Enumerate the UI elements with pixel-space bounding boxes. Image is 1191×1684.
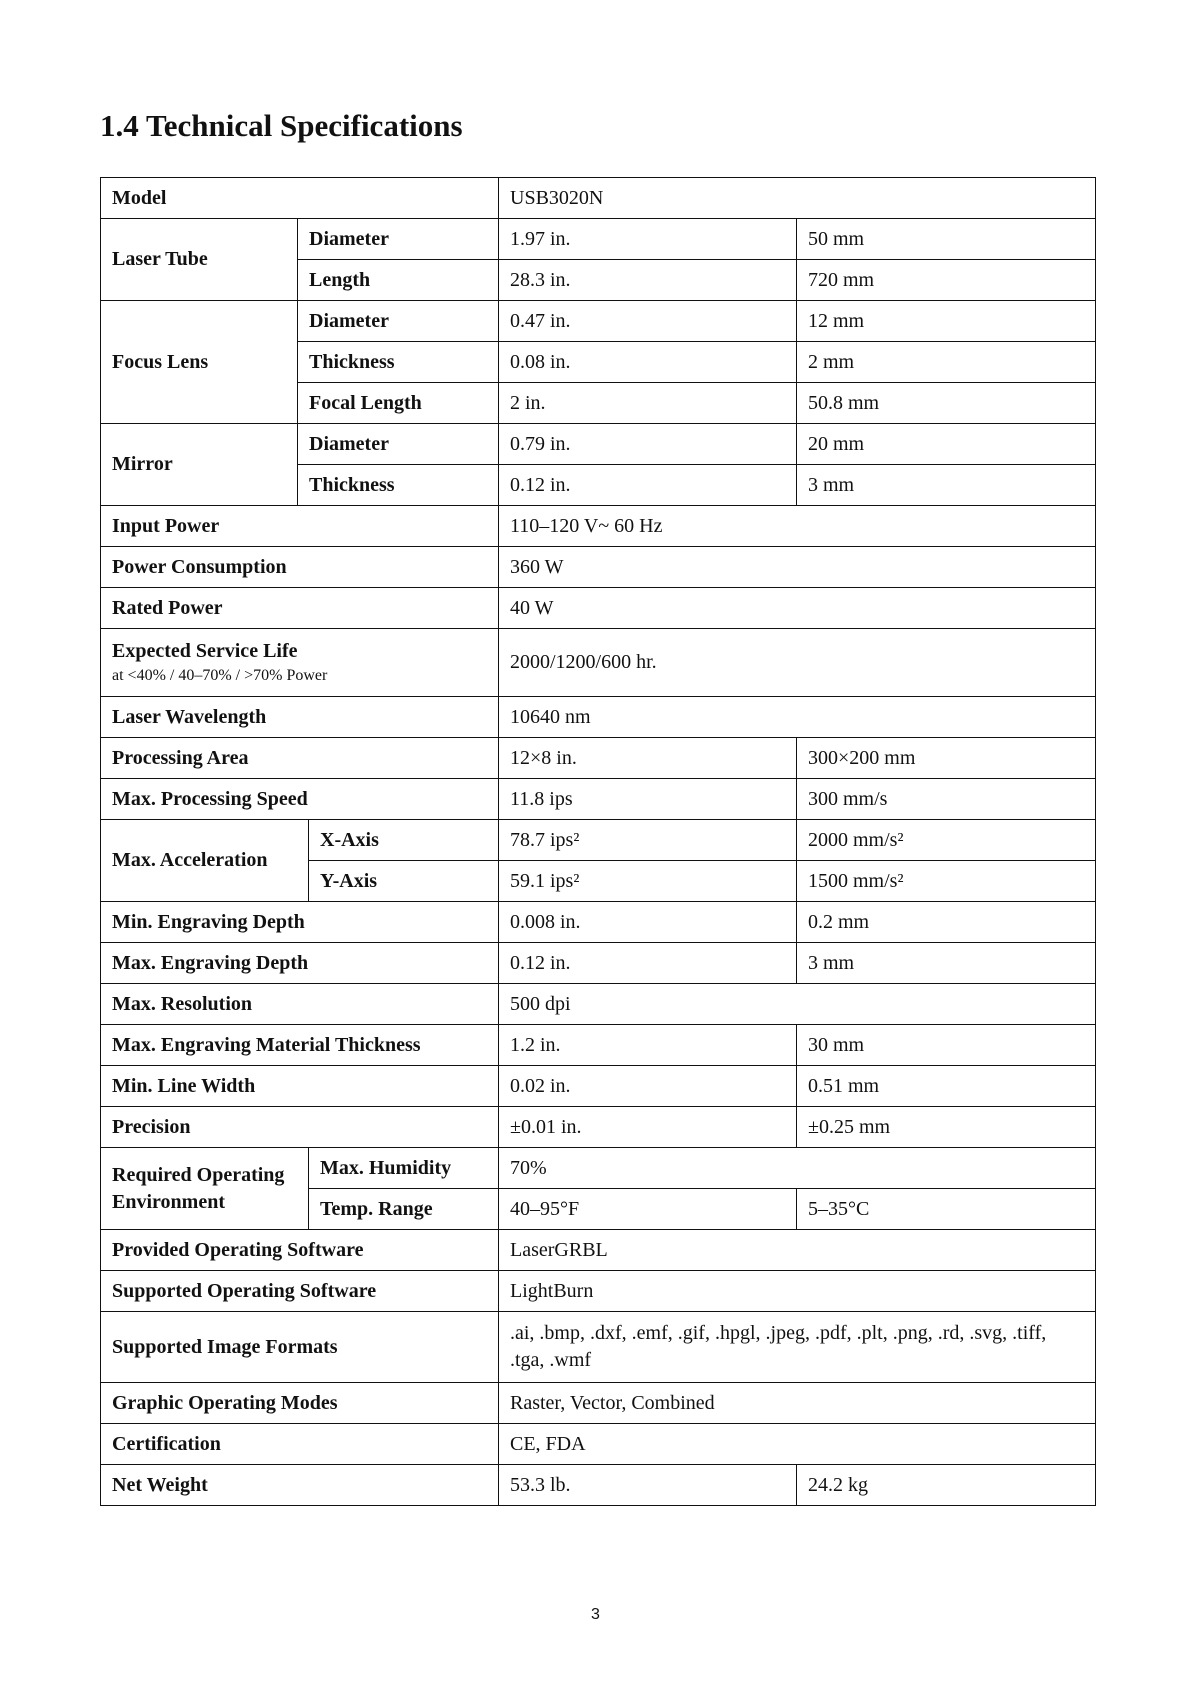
spec-value: CE, FDA — [499, 1424, 1096, 1465]
spec-value: 2000/1200/600 hr. — [499, 629, 1096, 697]
spec-label: Input Power — [101, 506, 499, 547]
spec-sublabel: X-Axis — [309, 820, 499, 861]
table-row — [101, 779, 1096, 820]
spec-value: 500 dpi — [499, 984, 1096, 1025]
spec-value-metric: 1500 mm/s² — [797, 861, 1096, 902]
spec-value-imperial: 0.12 in. — [499, 465, 797, 506]
spec-sublabel: Diameter — [298, 301, 499, 342]
spec-label: Max. Processing Speed — [101, 779, 499, 820]
table-row — [101, 943, 1096, 984]
table-row — [101, 424, 1096, 465]
spec-value-imperial: 0.47 in. — [499, 301, 797, 342]
spec-value-metric: 720 mm — [797, 260, 1096, 301]
table-row — [101, 219, 1096, 260]
table-row — [101, 1424, 1096, 1465]
spec-label: Max. Engraving Depth — [101, 943, 499, 984]
spec-label: Provided Operating Software — [101, 1230, 499, 1271]
spec-label: Rated Power — [101, 588, 499, 629]
table-row — [101, 1025, 1096, 1066]
spec-value-metric: 2000 mm/s² — [797, 820, 1096, 861]
table-row — [101, 178, 1096, 219]
table-row — [101, 902, 1096, 943]
spec-label: Model — [101, 178, 499, 219]
spec-value-imperial: 0.008 in. — [499, 902, 797, 943]
spec-value-metric: 300×200 mm — [797, 738, 1096, 779]
table-row — [101, 820, 1096, 861]
spec-label: Net Weight — [101, 1465, 499, 1506]
spec-label: Min. Engraving Depth — [101, 902, 499, 943]
spec-sublabel: Diameter — [298, 424, 499, 465]
table-row — [101, 1383, 1096, 1424]
spec-value-imperial: 2 in. — [499, 383, 797, 424]
spec-value: 110–120 V~ 60 Hz — [499, 506, 1096, 547]
table-row — [101, 588, 1096, 629]
spec-sublabel: Max. Humidity — [309, 1148, 499, 1189]
spec-table — [100, 177, 1096, 1506]
spec-value-metric: 3 mm — [797, 465, 1096, 506]
spec-value-metric: 5–35°C — [797, 1189, 1096, 1230]
spec-label: Power Consumption — [101, 547, 499, 588]
spec-note: at <40% / 40–70% / >70% Power — [112, 666, 328, 684]
spec-value-imperial: 40–95°F — [499, 1189, 797, 1230]
spec-value-imperial: 28.3 in. — [499, 260, 797, 301]
page-number: 3 — [591, 1606, 600, 1623]
spec-value-metric: 300 mm/s — [797, 779, 1096, 820]
spec-value-imperial: 0.12 in. — [499, 943, 797, 984]
table-row — [101, 1066, 1096, 1107]
spec-label: Expected Service Life — [112, 639, 298, 662]
table-row — [101, 1148, 1096, 1189]
spec-value-metric: 2 mm — [797, 342, 1096, 383]
spec-value-imperial: 78.7 ips² — [499, 820, 797, 861]
spec-value-metric: 3 mm — [797, 943, 1096, 984]
spec-value-metric: 50 mm — [797, 219, 1096, 260]
spec-value-metric: ±0.25 mm — [797, 1107, 1096, 1148]
spec-value-imperial: 0.79 in. — [499, 424, 797, 465]
spec-value-imperial: 11.8 ips — [499, 779, 797, 820]
spec-value: .ai, .bmp, .dxf, .emf, .gif, .hpgl, .jpeg, .pdf, .plt, .png, .rd, .svg, .tiff, .tga, .wmf — [499, 1312, 1096, 1383]
spec-label: Max. Engraving Material Thickness — [101, 1025, 499, 1066]
spec-value-metric: 20 mm — [797, 424, 1096, 465]
spec-sublabel: Thickness — [298, 465, 499, 506]
spec-label-cell — [101, 629, 499, 697]
spec-label: Supported Image Formats — [101, 1312, 499, 1383]
table-row — [101, 1230, 1096, 1271]
spec-value-imperial: 53.3 lb. — [499, 1465, 797, 1506]
spec-value: Raster, Vector, Combined — [499, 1383, 1096, 1424]
spec-value: LaserGRBL — [499, 1230, 1096, 1271]
spec-value-imperial: 1.2 in. — [499, 1025, 797, 1066]
spec-sublabel: Temp. Range — [309, 1189, 499, 1230]
table-row — [101, 629, 1096, 697]
table-row — [101, 697, 1096, 738]
table-row — [101, 547, 1096, 588]
spec-label: Supported Operating Software — [101, 1271, 499, 1312]
spec-label: Processing Area — [101, 738, 499, 779]
table-row — [101, 1107, 1096, 1148]
spec-value-metric: 12 mm — [797, 301, 1096, 342]
spec-label: Min. Line Width — [101, 1066, 499, 1107]
spec-sublabel: Focal Length — [298, 383, 499, 424]
spec-group-label: Focus Lens — [101, 301, 298, 424]
spec-sublabel: Y-Axis — [309, 861, 499, 902]
table-row — [101, 984, 1096, 1025]
table-row — [101, 738, 1096, 779]
spec-sublabel: Diameter — [298, 219, 499, 260]
spec-value-imperial: 1.97 in. — [499, 219, 797, 260]
spec-sublabel: Thickness — [298, 342, 499, 383]
spec-value: LightBurn — [499, 1271, 1096, 1312]
table-row — [101, 301, 1096, 342]
spec-value-metric: 50.8 mm — [797, 383, 1096, 424]
table-row — [101, 1312, 1096, 1383]
spec-group-label: Laser Tube — [101, 219, 298, 301]
spec-value: 360 W — [499, 547, 1096, 588]
spec-value-imperial: 12×8 in. — [499, 738, 797, 779]
spec-value: 70% — [499, 1148, 1096, 1189]
spec-sublabel: Length — [298, 260, 499, 301]
spec-value-metric: 0.2 mm — [797, 902, 1096, 943]
table-row — [101, 1465, 1096, 1506]
spec-label: Graphic Operating Modes — [101, 1383, 499, 1424]
spec-value-imperial: 0.02 in. — [499, 1066, 797, 1107]
spec-label: Certification — [101, 1424, 499, 1465]
spec-label: Laser Wavelength — [101, 697, 499, 738]
spec-group-label: Max. Acceleration — [101, 820, 309, 902]
spec-label: Precision — [101, 1107, 499, 1148]
spec-value: 40 W — [499, 588, 1096, 629]
spec-value-imperial: 59.1 ips² — [499, 861, 797, 902]
spec-group-label: Required Operating Environment — [101, 1148, 309, 1230]
page-title: 1.4 Technical Specifications — [100, 108, 463, 143]
spec-value: USB3020N — [499, 178, 1096, 219]
table-row — [101, 1271, 1096, 1312]
spec-label: Max. Resolution — [101, 984, 499, 1025]
spec-value-imperial: 0.08 in. — [499, 342, 797, 383]
spec-value-imperial: ±0.01 in. — [499, 1107, 797, 1148]
spec-value-metric: 30 mm — [797, 1025, 1096, 1066]
spec-value-metric: 0.51 mm — [797, 1066, 1096, 1107]
spec-group-label: Mirror — [101, 424, 298, 506]
spec-value-metric: 24.2 kg — [797, 1465, 1096, 1506]
table-row — [101, 506, 1096, 547]
spec-value: 10640 nm — [499, 697, 1096, 738]
